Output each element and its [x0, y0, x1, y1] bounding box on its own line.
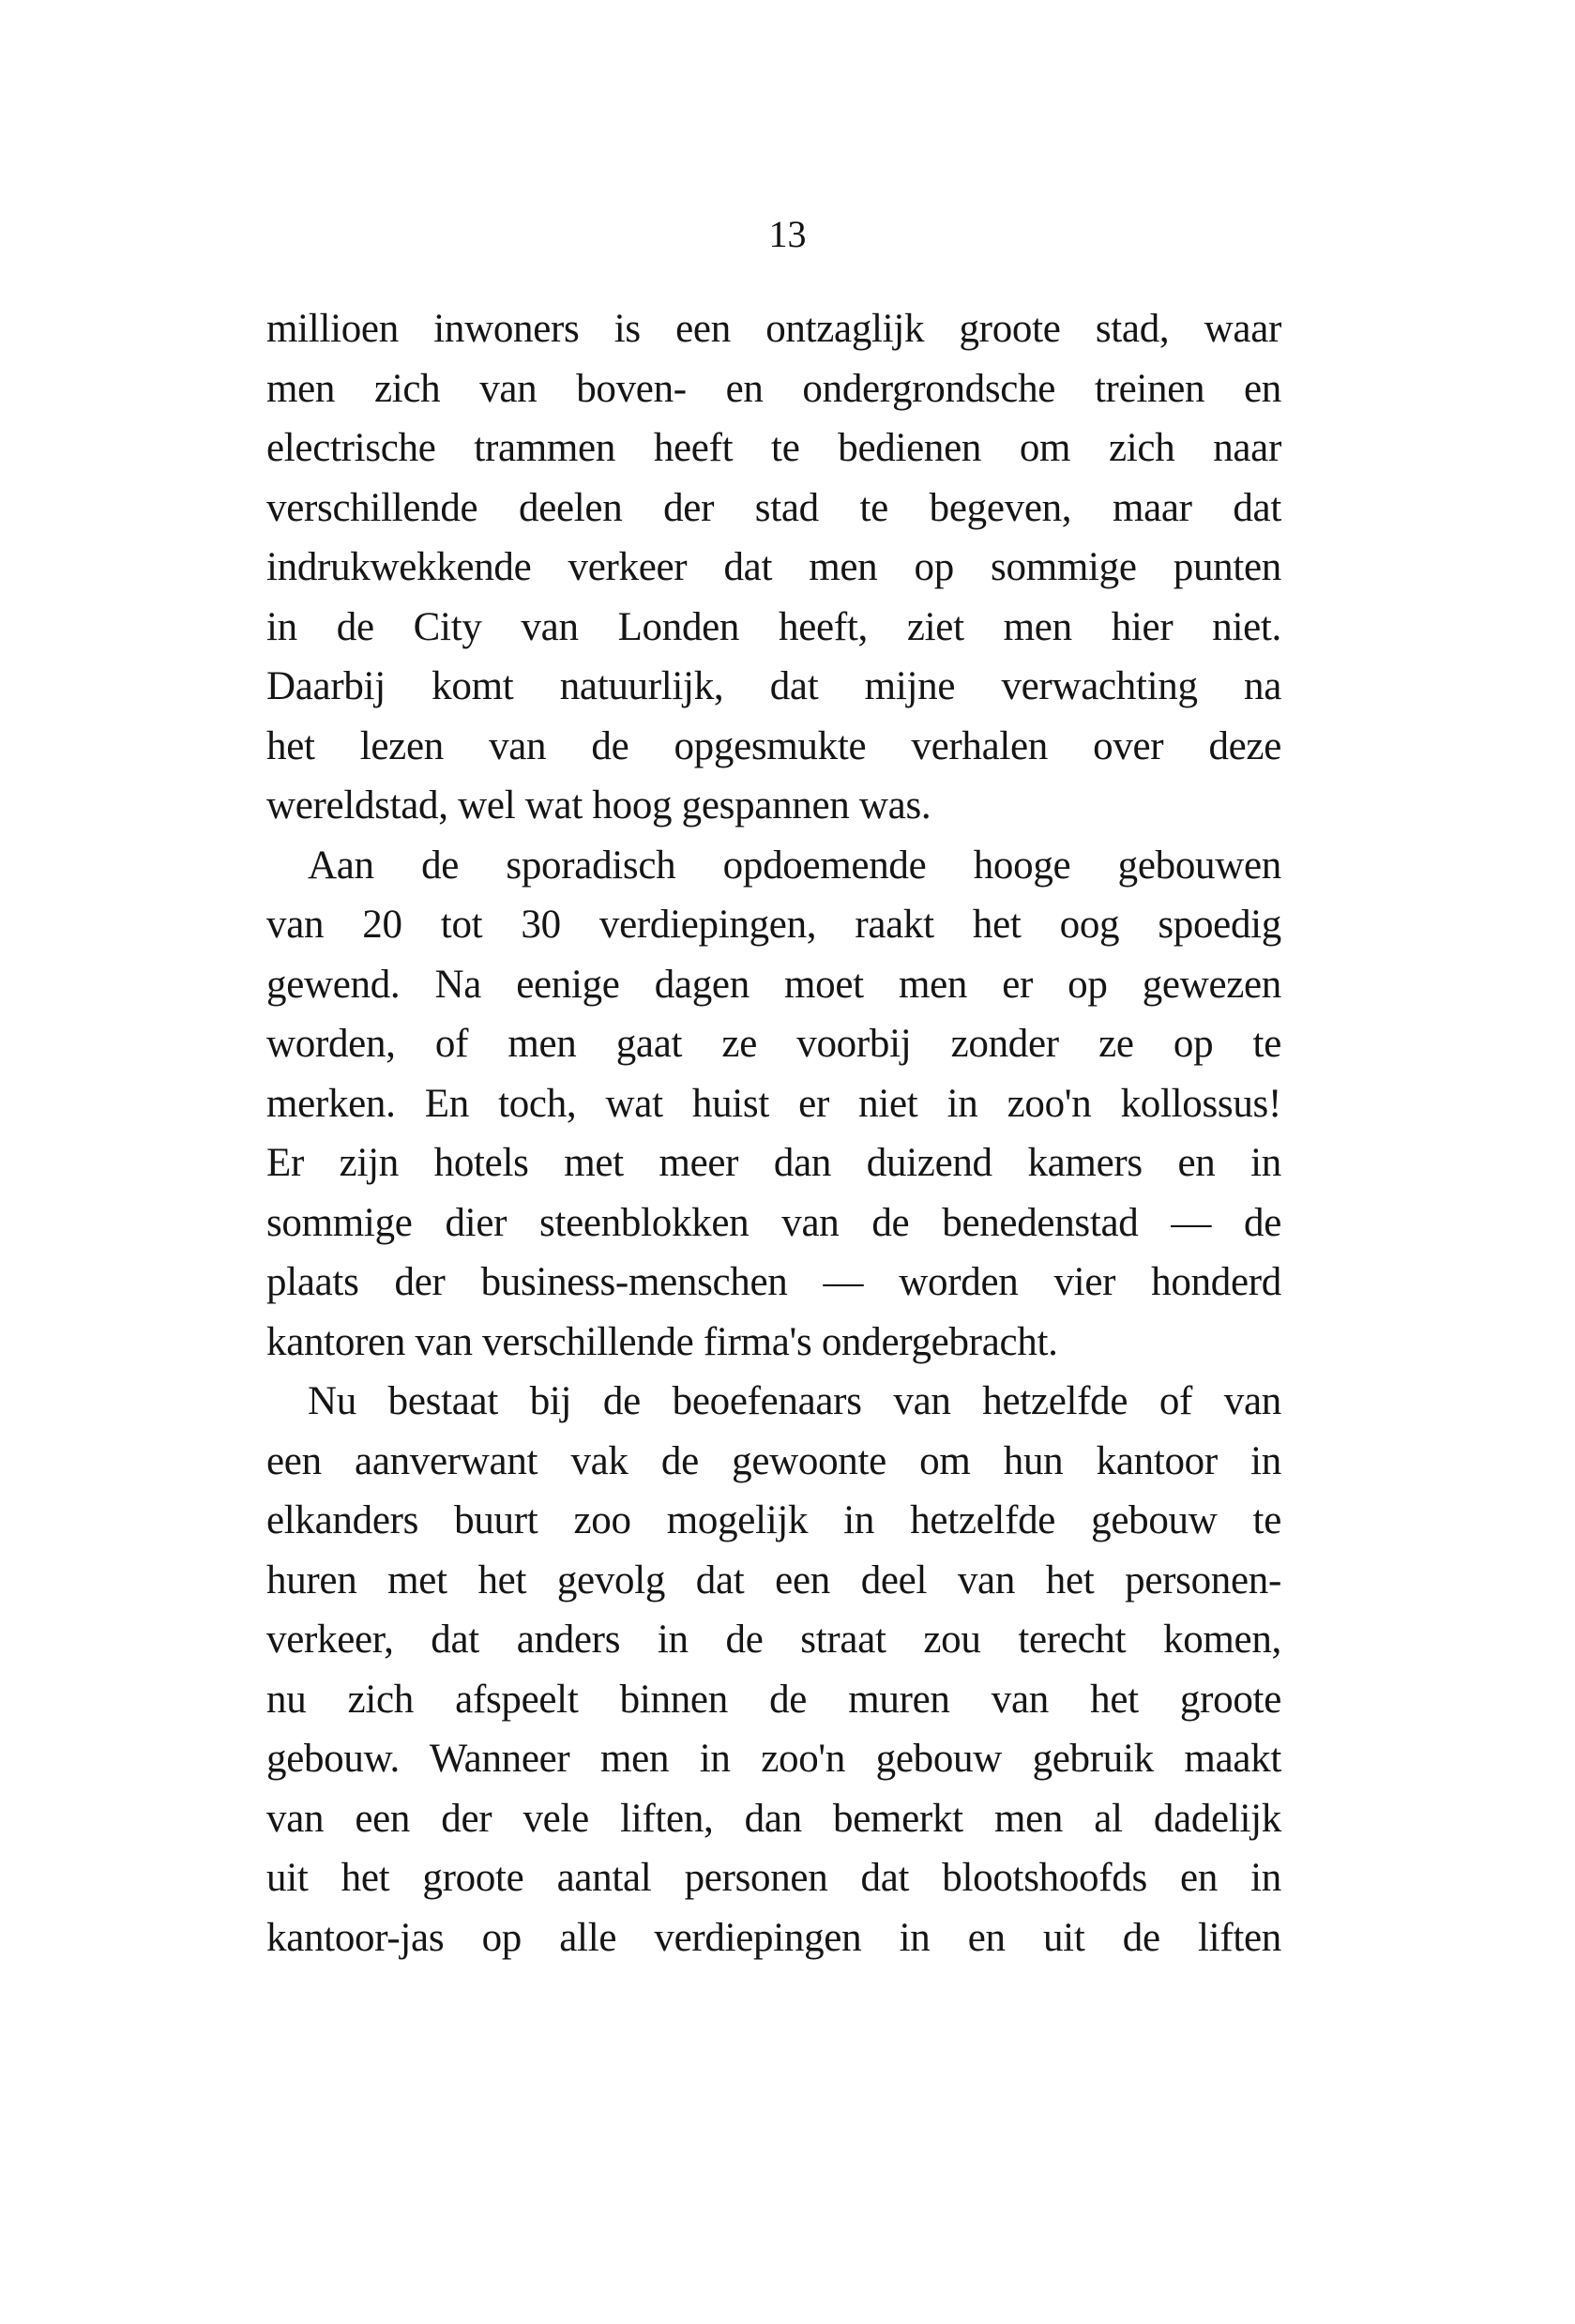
text-line: een aanverwant vak de gewoonte om hun kantoor in [266, 1438, 1281, 1483]
text-line: Aan de sporadisch opdoemende hooge gebouwen [308, 843, 1281, 888]
text-line: millioen inwoners is een ontzaglijk groote stad, waar [266, 307, 1281, 351]
text-line: kantoor-jas op alle verdiepingen in en uit de liften [266, 1915, 1281, 1960]
text-line: sommige dier steenblokken van de benedenstad — de [266, 1200, 1281, 1245]
text-line: nu zich afspeelt binnen de muren van het groote [266, 1677, 1281, 1722]
text-line: elkanders buurt zoo mogelijk in hetzelfde gebouw te [266, 1498, 1281, 1542]
page-number: 13 [768, 213, 807, 255]
text-line: merken. En toch, wat huist er niet in zoo'n kollossus! [266, 1081, 1281, 1126]
text-line: Nu bestaat bij de beoefenaars van hetzelfde of van [308, 1379, 1281, 1423]
text-line: kantoren van verschillende firma's ondergebracht. [266, 1319, 1058, 1364]
text-line: in de City van Londen heeft, ziet men hier niet. [266, 604, 1281, 649]
text-line: Er zijn hotels met meer dan duizend kamers en in [266, 1141, 1281, 1185]
text-line: huren met het gevolg dat een deel van het personen- [266, 1557, 1281, 1602]
text-line: men zich van boven- en ondergrondsche treinen en [266, 366, 1281, 411]
text-line: verkeer, dat anders in de straat zou terecht komen, [266, 1618, 1281, 1662]
paragraph [266, 843, 1281, 1379]
text-line: worden, of men gaat ze voorbij zonder ze op te [266, 1022, 1281, 1066]
text-line: electrische trammen heeft te bedienen om zich naar [266, 426, 1281, 470]
text-line: plaats der business-menschen — worden vier honderd [266, 1260, 1281, 1304]
text-line: gewend. Na eenige dagen moet men er op gewezen [266, 962, 1281, 1007]
text-line: indrukwekkende verkeer dat men op sommige punten [266, 545, 1281, 589]
text-line: wereldstad, wel wat hoog gespannen was. [266, 783, 931, 828]
paragraph [266, 1378, 1281, 1974]
text-line: verschillende deelen der stad te begeven, maar dat [266, 485, 1281, 530]
paragraph [266, 306, 1281, 843]
text-line: gebouw. Wanneer men in zoo'n gebouw gebruik maakt [266, 1737, 1281, 1781]
text-line: van een der vele liften, dan bemerkt men al dadelijk [266, 1796, 1281, 1841]
text-line: het lezen van de opgesmukte verhalen over deze [266, 723, 1281, 768]
body-text [266, 306, 1281, 1974]
text-line: van 20 tot 30 verdiepingen, raakt het oog spoedig [266, 903, 1281, 947]
text-line: Daarbij komt natuurlijk, dat mijne verwachting na [266, 664, 1281, 708]
text-line: uit het groote aantal personen dat blootshoofds en in [266, 1856, 1281, 1900]
